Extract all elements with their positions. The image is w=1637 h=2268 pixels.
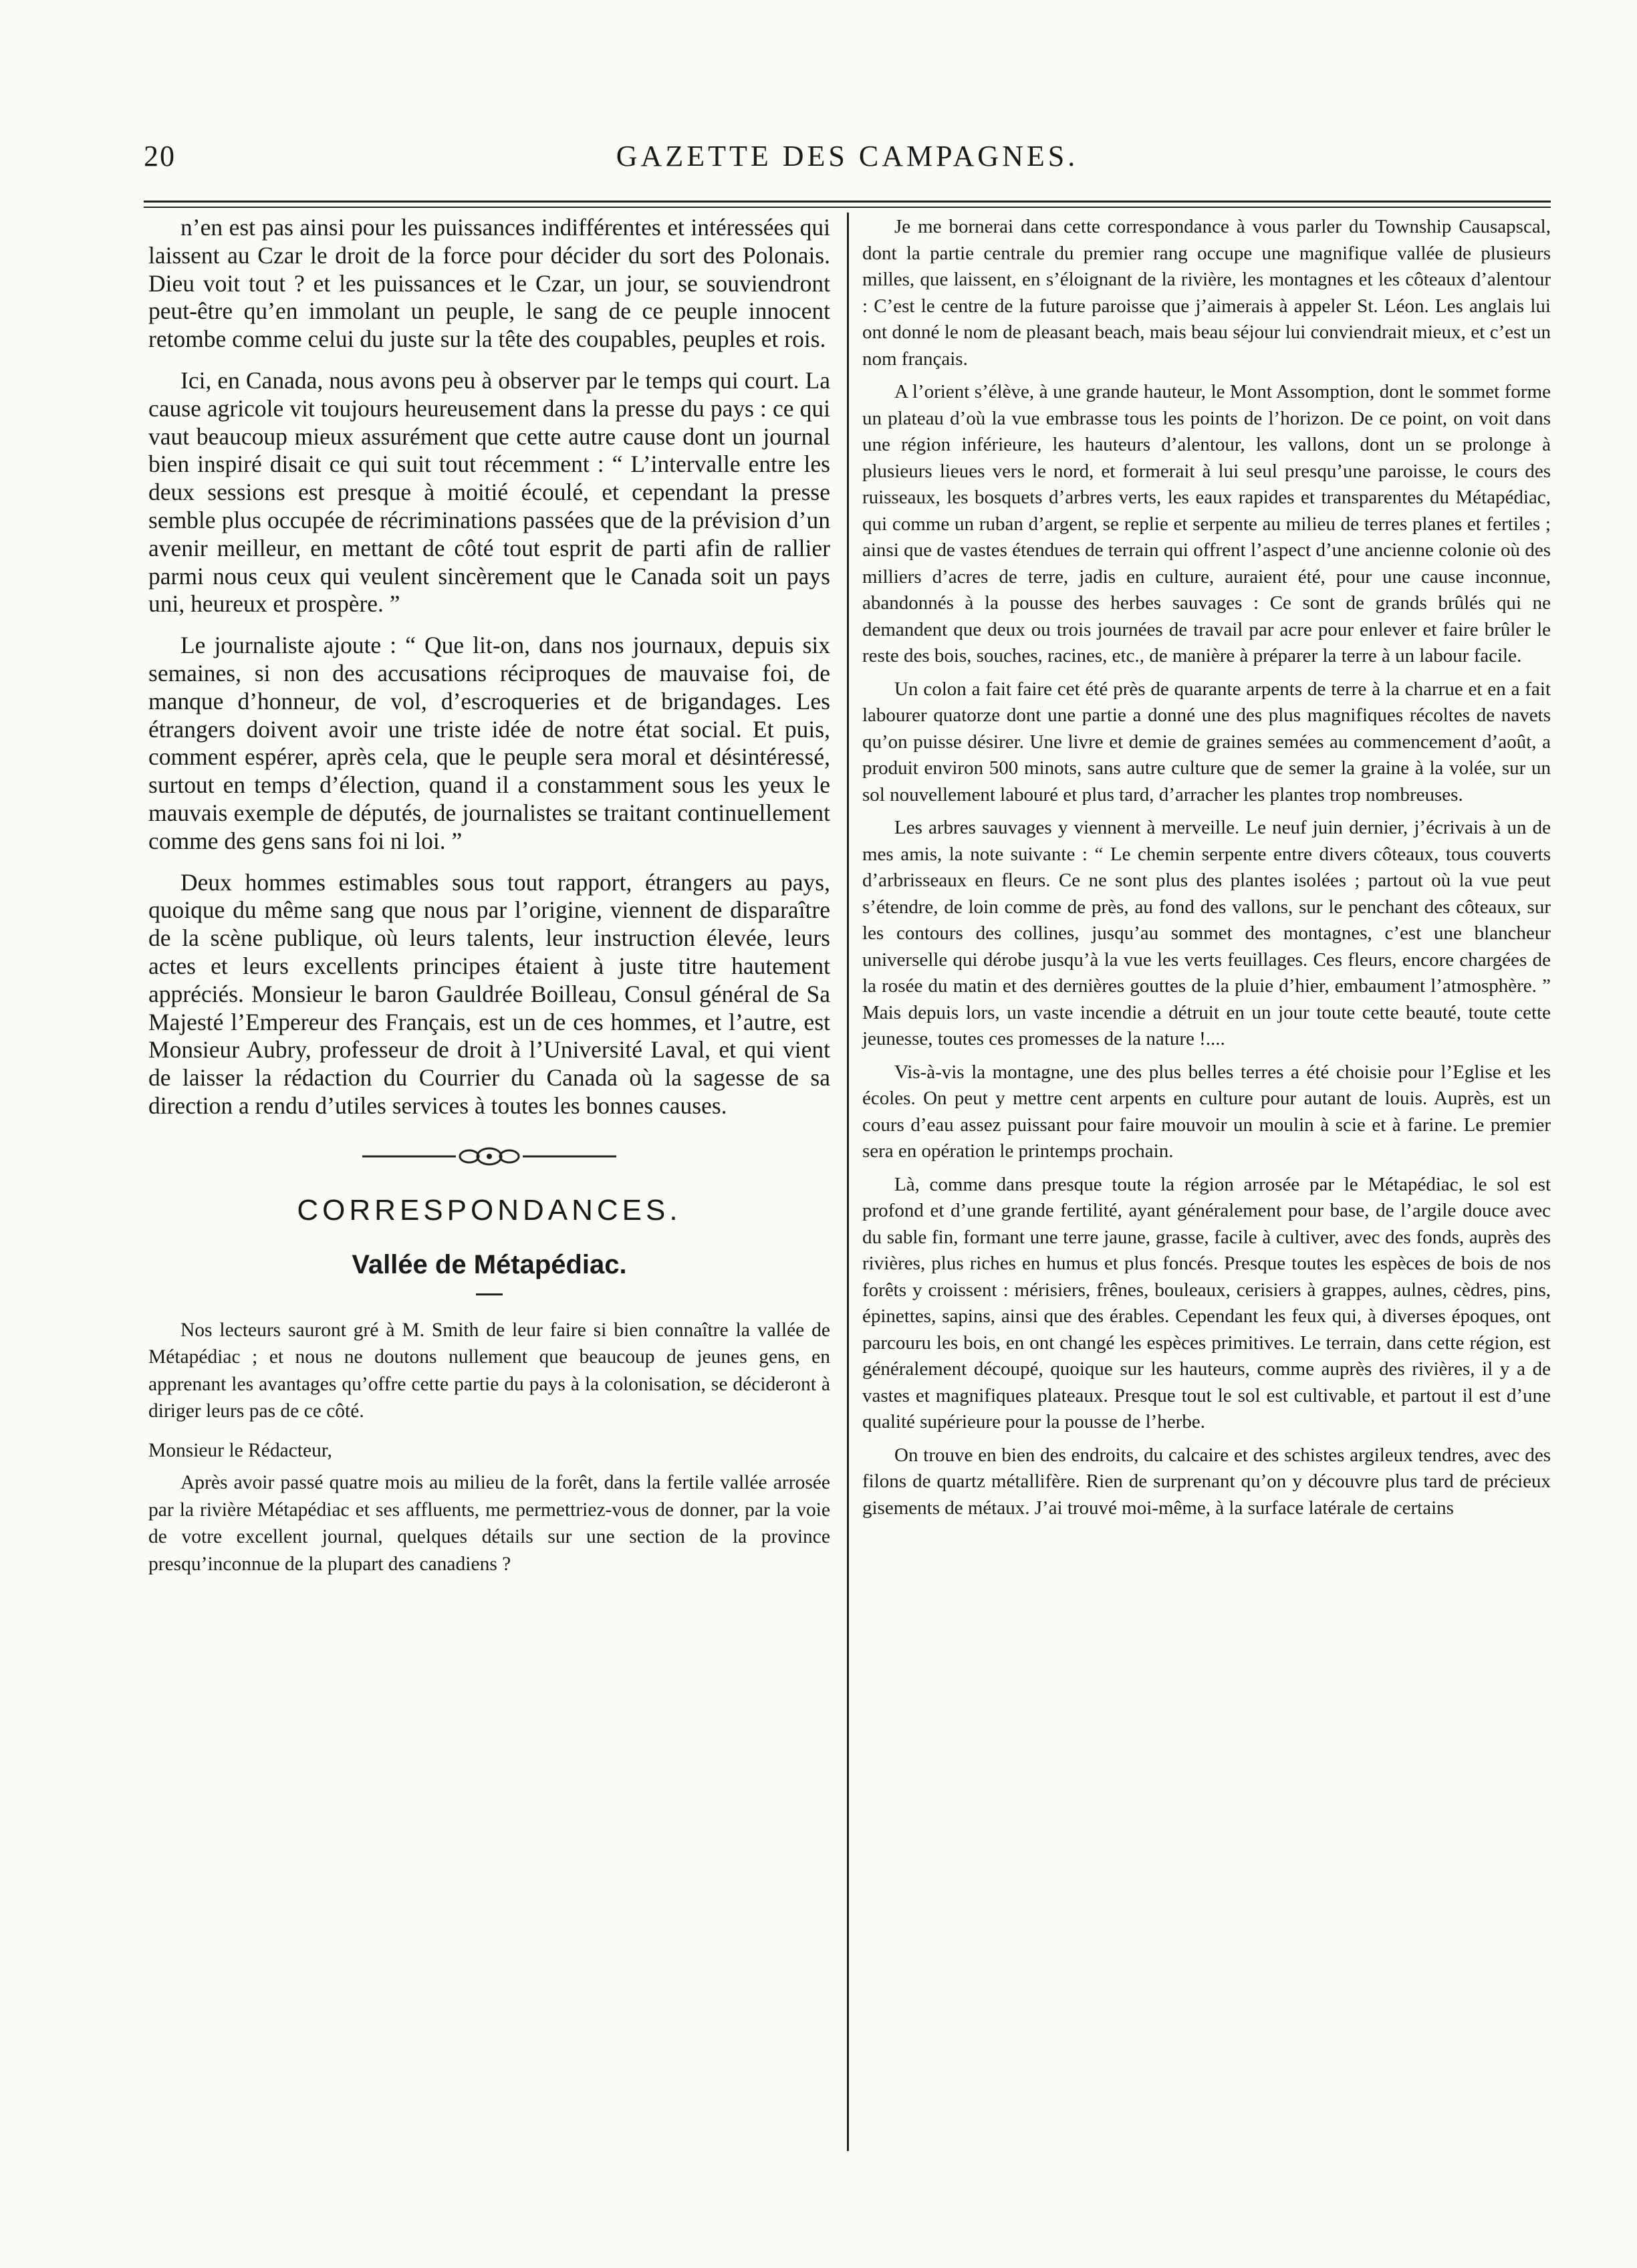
left-body (148, 214, 830, 1120)
right-paragraph-7: On trouve en bien des endroits, du calcaire et des schistes argileux tendres, avec des filons de quartz métallifère. Rien de surprenant qu’on y découvre plus tard de précieux gisements de métaux. J’ai trouvé moi-même, à la surface latérale de certains (862, 1444, 1551, 1519)
left-paragraph-4: Deux hommes estimables sous tout rapport, étrangers au pays, quoique du même sang que nous par l’origine, viennent de disparaître de la scène publique, où leurs talents, leur instruction élevée, leurs actes et leurs excellents principes étaient à juste titre hautement appréciés. Monsieur le baron Gauldrée Boilleau, Consul général de Sa Majesté l’Empereur des Français, est un de ces hommes, et l’autre, est Monsieur Aubry, professeur de droit à l’Université Laval, et qui vient de laisser la rédaction du Courrier du Canada où la sagesse de sa direction a rendu d’utiles services à toutes les bonnes causes. (148, 868, 830, 1119)
right-paragraph-3: Un colon a fait faire cet été près de quarante arpents de terre à la charrue et en a fait labourer quatorze dont une partie a donné une des plus magnifiques récoltes de navets qu’on puisse désirer. Une livre et demie de graines semées au commencement d’août, a produit environ 500 minots, sans autre culture que de semer la graine à la volée, sur un sol nouvellement labouré et plus tard, d’arracher les plantes trop nombreuses. (862, 678, 1551, 805)
page-number: 20 (144, 140, 176, 172)
right-paragraph-4: Les arbres sauvages y viennent à merveille. Le neuf juin dernier, j’écrivais à un de mes amis, la note suivante : “ Le chemin serpente entre divers côteaux, tous couverts d’arbrisseaux en fleurs. Ce ne sont plus des plantes isolées ; partout où la vue peut s’étendre, de loin comme de près, au fond des vallons, sur le penchant des côteaux, sur les contours des collines, jusqu’au sommet des montagnes, c’est une blancheur universelle qui dérobe jusqu’à la vue les verts feuillages. Ces fleurs, encore chargées de la rosée du matin et des dernières gouttes de la pluie d’hier, embaument l’atmosphère. ” Mais depuis lors, un vaste incendie a détruit en un jour toute cette beauté, toute cette jeunesse, toutes ces promesses de la nature !.... (862, 817, 1551, 1049)
left-paragraph-3: Le journaliste ajoute : “ Que lit-on, dans nos journaux, depuis six semaines, si non des accusations réciproques de mauvaise foi, de manque d’honneur, de vol, d’escroqueries et de brigandages. Les étrangers doivent avoir une triste idée de notre état social. Et puis, comment espérer, après cela, que le peuple sera moral et désintéressé, surtout en temps d’élection, quand il a constamment sous les yeux le mauvais exemple de députés, de journalistes se traitant continuellement comme des gens sans foi ni loi. ” (148, 632, 830, 854)
running-title: GAZETTE DES CAMPAGNES. (616, 140, 1079, 172)
page-header (144, 139, 1551, 179)
ornament-divider (362, 1143, 616, 1170)
article-intro-block (148, 1317, 830, 1578)
right-paragraph-6: Là, comme dans presque toute la région arrosée par le Métapédiac, le sol est profond et d’une grande fertilité, ayant généralement pour base, de l’argile douce avec du sable fin, formant une terre jaune, grasse, facile à cultiver, avec des fonds, auprès des rivières, plus riches en humus et plus foncés. Presque toutes les espèces de bois de nos forêts y croissent : mérisiers, frênes, bouleaux, cerisiers à grappes, aulnes, cèdres, pins, épinettes, sapins, ainsi que des érables. Cependant les feux qui, à diverses époques, ont parcouru les bois, en ont changé les espèces primitives. Le terrain, dans cette région, est généralement découpé, quoique sur les hauteurs, comme auprès des rivières, il y a de vastes et magnifiques plateaux. Presque tout le sol est cultivable, et partout il est d’une qualité supérieure pour la pousse de l’herbe. (862, 1173, 1551, 1432)
right-column (862, 214, 1551, 1521)
left-paragraph-1: n’en est pas ainsi pour les puissances indifférentes et intéressées qui laissent au Czar le droit de la force pour décider du sort des Polonais. Dieu voit tout ? et les puissances et le Czar, un jour, se souviendront peut-être qu’en immolant un peuple, le sang de ce peuple innocent retombe comme celui du juste sur la tête des coupables, peuples et rois. (148, 214, 830, 353)
editor-intro: Nos lecteurs sauront gré à M. Smith de leur faire si bien connaître la vallée de Métapédiac ; et nous ne doutons nullement que beaucoup de jeunes gens, en apprenant les avantages qu’offre cette partie du pays à la colonisation, se décideront à diriger leurs pas de ce côté. (148, 1319, 830, 1422)
header-rule (144, 201, 1551, 208)
title-rule (476, 1293, 503, 1295)
left-paragraph-2: Ici, en Canada, nous avons peu à observer par le temps qui court. La cause agricole vit toujours heureusement dans la presse du pays : ce qui vaut beaucoup mieux assurément que cette autre cause dont un journal bien inspiré disait ce qui suit tout récemment : “ L’intervalle entre les deux sessions est presque à moitié écoulé, et cependant la presse semble plus occupée de récriminations passées que de la prévision d’un avenir meilleur, en mettant de côté tout esprit de parti afin de rallier parmi nous ceux qui veulent sincèrement que le Canada soit un pays uni, heureux et prospère. ” (148, 366, 830, 618)
right-paragraph-1: Je me bornerai dans cette correspondance à vous parler du Township Causapscal, dont la partie centrale du premier rang occupe une magnifique vallée de plusieurs milles, que laissent, en s’éloignant de la rivière, les montagnes et les côteaux d’alentour : C’est le centre de la future paroisse que j’aimerais à appeler St. Léon. Les anglais lui ont donné le nom de pleasant beach, mais beau séjour lui conviendrait mieux, et c’est un nom français. (862, 216, 1551, 370)
left-column (148, 214, 830, 1578)
right-body (862, 214, 1551, 1521)
article-title: Vallée de Métapédiac. (352, 1249, 627, 1279)
right-paragraph-2: A l’orient s’élève, à une grande hauteur, le Mont Assomption, dont le sommet forme un plateau d’où la vue embrasse tous les points de l’horizon. De ce point, on voit dans une région inférieure, les hauteurs d’alentour, les vallons, dont un se prolonge à plusieurs lieues vers le nord, et formerait à lui seul presqu’une paroisse, le cours des ruisseaux, les bosquets d’arbres verts, les eaux rapides et transparentes du Métapédiac, qui comme un ruban d’argent, se replie et serpente au milieu de terres planes et fertiles ; ainsi que de vastes étendues de terrain qui offrent l’aspect d’une ancienne colonie où des milliers d’acres de terre, jadis en culture, auraient été, pour une cause inconnue, abandonnés à la pousse des herbes sauvages : Ce sont de grands brûlés qui ne demandent que deux ou trois journées de travail par acre pour enlever et faire brûler le reste des bois, souches, racines, etc., de manière à préparer la terre à un labour facile. (862, 381, 1551, 666)
section-heading: CORRESPONDANCES. (297, 1193, 682, 1227)
letter-salutation: Monsieur le Rédacteur, (148, 1439, 332, 1461)
letter-opening: Après avoir passé quatre mois au milieu de la forêt, dans la fertile vallée arrosée par la rivière Métapédiac et ses affluents, me permettriez-vous de donner, par la voie de votre excellent journal, quelques détails sur une section de la province presqu’inconnue de la plupart des canadiens ? (148, 1472, 830, 1575)
right-paragraph-5: Vis-à-vis la montagne, une des plus belles terres a été choisie pour l’Eglise et les écoles. On peut y mettre cent arpents en culture pour autant de louis. Auprès, est un cours d’eau assez puissant pour faire mouvoir un moulin à scie et à farine. Le premier sera en opération le printemps prochain. (862, 1061, 1551, 1162)
column-divider (847, 213, 849, 2151)
